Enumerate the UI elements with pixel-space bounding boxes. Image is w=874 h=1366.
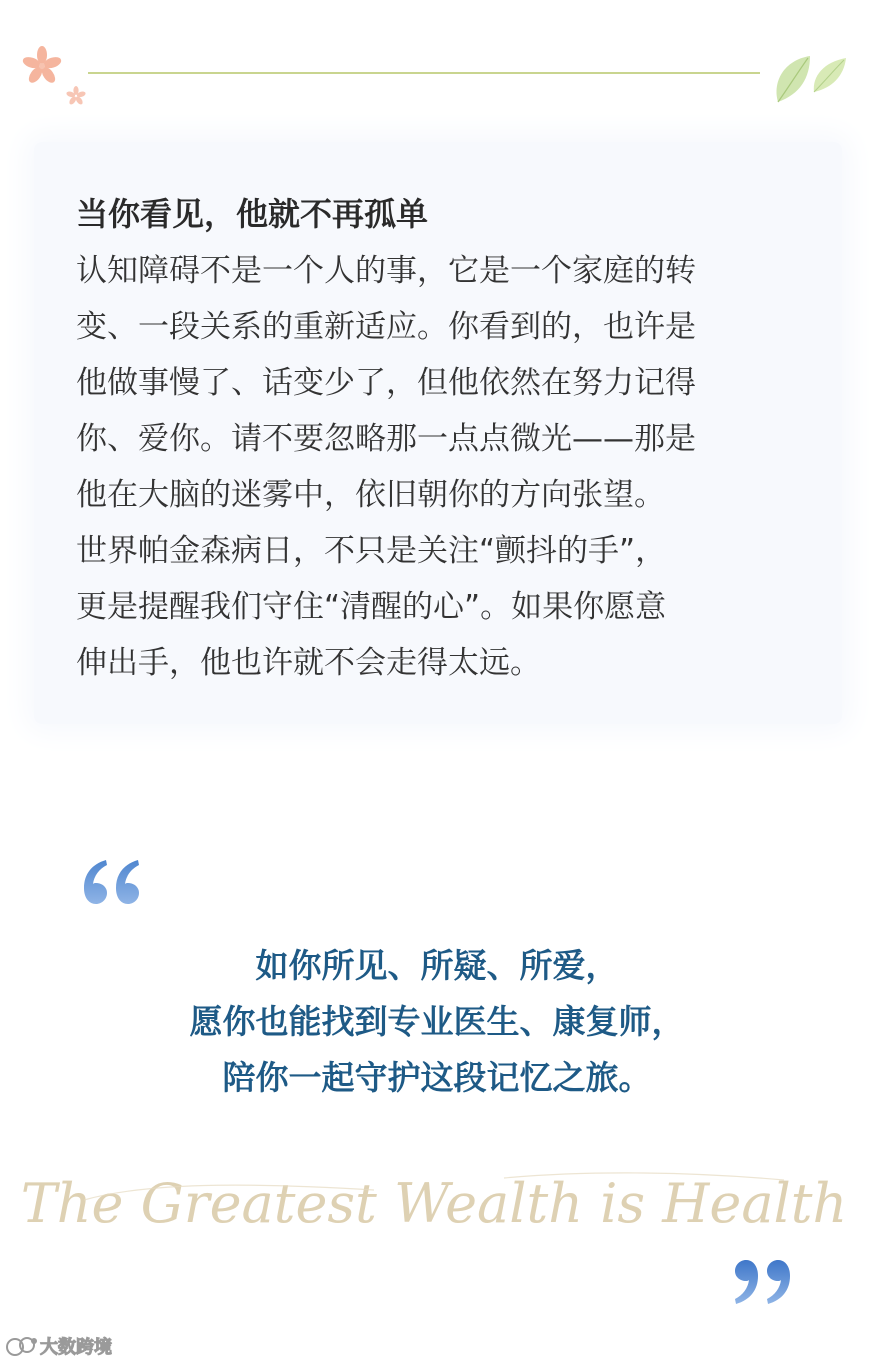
signature-script	[20, 1160, 848, 1270]
body-line: 他在大脑的迷雾中，依旧朝你的方向张望。	[76, 477, 665, 513]
body-line: 你、爱你。请不要忽略那一点点微光——那是	[76, 421, 696, 457]
close-quote-icon	[732, 1256, 794, 1308]
watermark-text: 大数跨境	[40, 1337, 112, 1358]
quote-line: 陪你一起守护这段记忆之旅。	[222, 1058, 652, 1097]
open-quote-icon	[80, 856, 142, 908]
body-line: 伸出手，他也许就不会走得太远。	[76, 645, 541, 681]
leaf-icon	[770, 48, 850, 108]
body-line: 变、一段关系的重新适应。你看到的，也许是	[76, 309, 696, 345]
flower-icon	[22, 46, 62, 86]
body-line: 世界帕金森病日，不只是关注“颤抖的手”，	[76, 533, 667, 569]
header-divider	[88, 72, 760, 74]
quote-text	[0, 938, 874, 1106]
body-line: 认知障碍不是一个人的事，它是一个家庭的转	[76, 253, 696, 289]
signature-text: The Greatest Wealth is Health	[20, 1172, 848, 1235]
card-body	[76, 243, 816, 691]
quote-line: 如你所见、所疑、所爱，	[255, 946, 619, 985]
body-line: 他做事慢了、话变少了，但他依然在努力记得	[76, 365, 696, 401]
card-title: 当你看见，他就不再孤单	[76, 195, 429, 233]
quote-line: 愿你也能找到专业医生、康复师，	[189, 1002, 685, 1041]
small-flower-icon	[66, 86, 86, 106]
body-line: 更是提醒我们守住“清醒的心”。如果你愿意	[76, 589, 667, 625]
watermark-logo-icon	[4, 1334, 40, 1358]
